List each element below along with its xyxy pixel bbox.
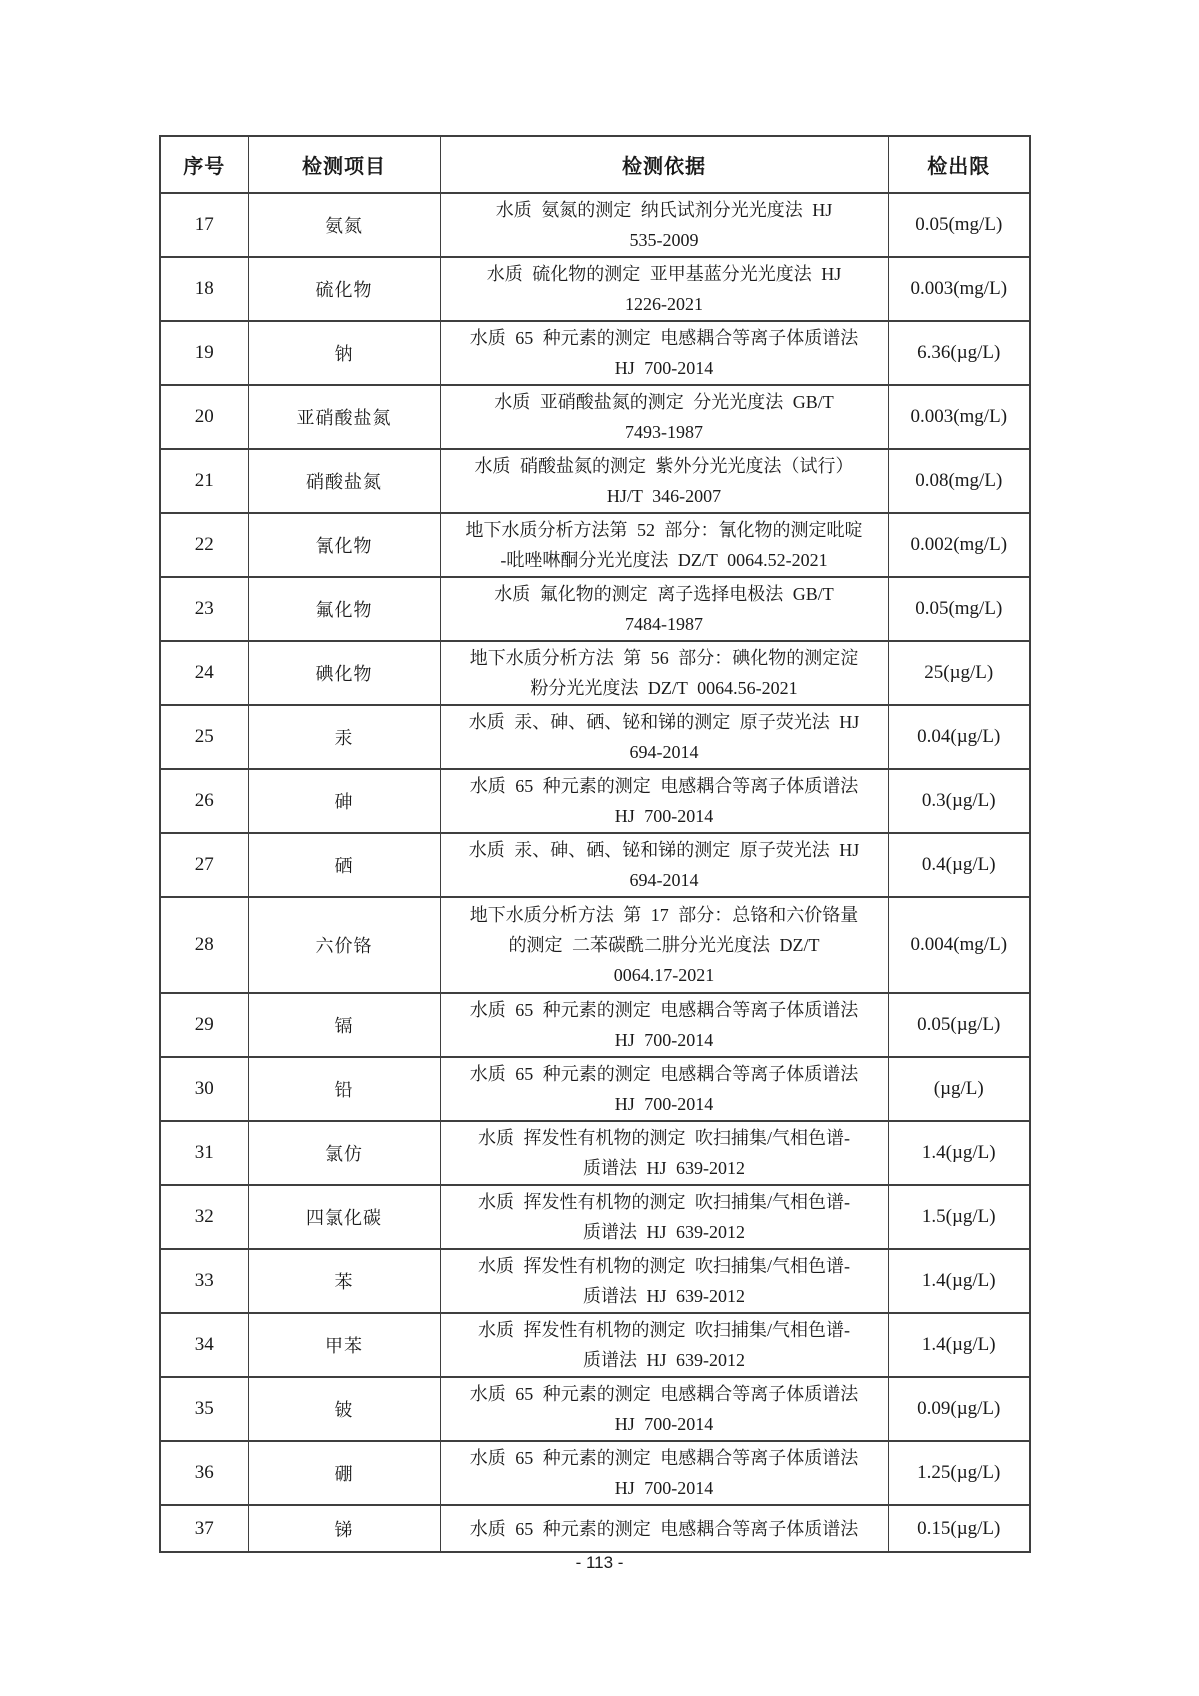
table-row (160, 1377, 1030, 1441)
detection-limit-cell: 0.05(µg/L) (888, 993, 1030, 1057)
method-line: 水质 挥发性有机物的测定 吹扫捕集/气相色谱- (478, 1320, 850, 1340)
method-line: 水质 硝酸盐氮的测定 紫外分光光度法（试行） (474, 456, 854, 476)
row-number-cell: 37 (160, 1505, 248, 1552)
test-item-cell: 钠 (248, 321, 440, 385)
table-row (160, 1185, 1030, 1249)
row-number-cell: 21 (160, 449, 248, 513)
row-number-cell: 25 (160, 705, 248, 769)
page-number: - 113 - (575, 1553, 624, 1572)
column-header-no: 序号 (160, 136, 248, 193)
test-basis-cell (440, 1185, 888, 1249)
method-line: 质谱法 HJ 639-2012 (583, 1222, 745, 1242)
row-number-cell: 19 (160, 321, 248, 385)
test-basis-cell (440, 513, 888, 577)
method-line: 水质 挥发性有机物的测定 吹扫捕集/气相色谱- (478, 1128, 850, 1148)
method-line: 质谱法 HJ 639-2012 (583, 1158, 745, 1178)
test-basis-cell (440, 705, 888, 769)
table-row (160, 705, 1030, 769)
table-row (160, 193, 1030, 257)
test-item-cell: 氯仿 (248, 1121, 440, 1185)
detection-limit-cell: 0.08(mg/L) (888, 449, 1030, 513)
row-number-cell: 31 (160, 1121, 248, 1185)
method-line: HJ 700-2014 (614, 1414, 714, 1434)
test-item-cell: 汞 (248, 705, 440, 769)
detection-limit-cell: 0.4(µg/L) (888, 833, 1030, 897)
test-item-cell: 碘化物 (248, 641, 440, 705)
method-line: 水质 65 种元素的测定 电感耦合等离子体质谱法 (469, 1384, 859, 1404)
detection-limit-cell: 0.15(µg/L) (888, 1505, 1030, 1552)
test-basis-cell (440, 833, 888, 897)
method-line: 地下水质分析方法 第 17 部分：总铬和六价铬量 (469, 905, 859, 925)
method-line: 水质 挥发性有机物的测定 吹扫捕集/气相色谱- (478, 1256, 850, 1276)
method-line: 质谱法 HJ 639-2012 (583, 1286, 745, 1306)
test-item-cell: 四氯化碳 (248, 1185, 440, 1249)
test-basis-cell (440, 193, 888, 257)
row-number-cell: 27 (160, 833, 248, 897)
detection-limit-cell: 0.002(mg/L) (888, 513, 1030, 577)
test-item-cell: 苯 (248, 1249, 440, 1313)
detection-limit-cell: 0.04(µg/L) (888, 705, 1030, 769)
method-line: 水质 硫化物的测定 亚甲基蓝分光光度法 HJ (486, 264, 842, 284)
detection-limit-cell: 1.5(µg/L) (888, 1185, 1030, 1249)
detection-limit-cell: 0.003(mg/L) (888, 257, 1030, 321)
detection-limit-cell: 1.4(µg/L) (888, 1249, 1030, 1313)
row-number-cell: 33 (160, 1249, 248, 1313)
test-item-cell: 砷 (248, 769, 440, 833)
row-number-cell: 20 (160, 385, 248, 449)
test-basis-cell (440, 1441, 888, 1505)
test-item-cell: 亚硝酸盐氮 (248, 385, 440, 449)
detection-limit-cell: 0.09(µg/L) (888, 1377, 1030, 1441)
test-item-cell: 锑 (248, 1505, 440, 1552)
test-basis-cell (440, 1505, 888, 1552)
method-line: 水质 汞、砷、硒、铋和锑的测定 原子荧光法 HJ (468, 712, 860, 732)
table-row (160, 513, 1030, 577)
method-line: HJ 700-2014 (614, 1030, 714, 1050)
test-item-cell: 硫化物 (248, 257, 440, 321)
table-row (160, 1441, 1030, 1505)
row-number-cell: 17 (160, 193, 248, 257)
table-row (160, 577, 1030, 641)
table-row (160, 1121, 1030, 1185)
test-basis-cell (440, 257, 888, 321)
test-basis-cell (440, 1121, 888, 1185)
table-row (160, 769, 1030, 833)
row-number-cell: 29 (160, 993, 248, 1057)
test-basis-cell (440, 1313, 888, 1377)
row-number-cell: 23 (160, 577, 248, 641)
row-number-cell: 24 (160, 641, 248, 705)
method-line: 的测定 二苯碳酰二肼分光光度法 DZ/T (508, 935, 820, 955)
detection-limit-cell: 1.4(µg/L) (888, 1313, 1030, 1377)
detection-limit-cell: 0.05(mg/L) (888, 577, 1030, 641)
row-number-cell: 18 (160, 257, 248, 321)
method-line: 水质 65 种元素的测定 电感耦合等离子体质谱法 (469, 1448, 859, 1468)
detection-limit-cell: 0.003(mg/L) (888, 385, 1030, 449)
test-item-cell: 硒 (248, 833, 440, 897)
test-item-cell: 硼 (248, 1441, 440, 1505)
test-basis-cell (440, 641, 888, 705)
method-line: 水质 氟化物的测定 离子选择电极法 GB/T (494, 584, 834, 604)
row-number-cell: 30 (160, 1057, 248, 1121)
row-number-cell: 22 (160, 513, 248, 577)
method-line: 535-2009 (629, 230, 699, 250)
test-item-cell: 硝酸盐氮 (248, 449, 440, 513)
table-row (160, 833, 1030, 897)
table-row (160, 993, 1030, 1057)
table-row (160, 449, 1030, 513)
table-row (160, 1505, 1030, 1552)
test-basis-cell (440, 993, 888, 1057)
detection-limit-cell: 0.05(mg/L) (888, 193, 1030, 257)
table-row (160, 1249, 1030, 1313)
test-item-cell: 氰化物 (248, 513, 440, 577)
test-basis-cell (440, 449, 888, 513)
table-row (160, 257, 1030, 321)
detection-limit-cell: 25(µg/L) (888, 641, 1030, 705)
test-basis-cell (440, 1249, 888, 1313)
test-item-cell: 镉 (248, 993, 440, 1057)
detection-limit-cell: 0.3(µg/L) (888, 769, 1030, 833)
table-row (160, 1057, 1030, 1121)
row-number-cell: 26 (160, 769, 248, 833)
method-line: 水质 65 种元素的测定 电感耦合等离子体质谱法 (469, 1064, 859, 1084)
header-row (160, 136, 1030, 193)
detection-limit-cell: 1.4(µg/L) (888, 1121, 1030, 1185)
test-basis-cell (440, 1377, 888, 1441)
method-line: 粉分光光度法 DZ/T 0064.56-2021 (530, 678, 798, 698)
table-row (160, 641, 1030, 705)
method-line: 水质 氨氮的测定 纳氏试剂分光光度法 HJ (495, 200, 833, 220)
test-basis-cell (440, 769, 888, 833)
method-line: 水质 汞、砷、硒、铋和锑的测定 原子荧光法 HJ (468, 840, 860, 860)
method-line: HJ/T 346-2007 (606, 486, 722, 506)
method-line: 水质 65 种元素的测定 电感耦合等离子体质谱法 (469, 1000, 859, 1020)
method-line: 水质 65 种元素的测定 电感耦合等离子体质谱法 (469, 776, 859, 796)
test-item-cell: 铅 (248, 1057, 440, 1121)
method-line: 水质 挥发性有机物的测定 吹扫捕集/气相色谱- (478, 1192, 850, 1212)
test-item-cell: 甲苯 (248, 1313, 440, 1377)
row-number-cell: 35 (160, 1377, 248, 1441)
method-line: HJ 700-2014 (614, 358, 714, 378)
method-line: 水质 亚硝酸盐氮的测定 分光光度法 GB/T (494, 392, 834, 412)
method-line: 1226-2021 (625, 294, 703, 314)
test-basis-cell (440, 897, 888, 993)
method-line: 694-2014 (629, 870, 699, 890)
test-basis-cell (440, 385, 888, 449)
detection-limit-cell: 0.004(mg/L) (888, 897, 1030, 993)
table-row (160, 321, 1030, 385)
detection-limit-cell: (µg/L) (888, 1057, 1030, 1121)
table-row (160, 385, 1030, 449)
method-line: HJ 700-2014 (614, 1094, 714, 1114)
method-line: 7493-1987 (625, 422, 703, 442)
table-row (160, 897, 1030, 993)
row-number-cell: 36 (160, 1441, 248, 1505)
method-line: -吡唑啉酮分光光度法 DZ/T 0064.52-2021 (500, 550, 828, 570)
row-number-cell: 34 (160, 1313, 248, 1377)
method-line: 水质 65 种元素的测定 电感耦合等离子体质谱法 (469, 328, 859, 348)
column-header-method: 检测依据 (440, 136, 888, 193)
test-item-cell: 氟化物 (248, 577, 440, 641)
method-line: 地下水质分析方法第 52 部分：氰化物的测定吡啶 (465, 520, 863, 540)
method-line: HJ 700-2014 (614, 806, 714, 826)
test-item-cell: 铍 (248, 1377, 440, 1441)
test-basis-cell (440, 1057, 888, 1121)
method-line: 地下水质分析方法 第 56 部分：碘化物的测定淀 (469, 648, 859, 668)
test-item-cell: 六价铬 (248, 897, 440, 993)
method-line: HJ 700-2014 (614, 1478, 714, 1498)
method-line: 0064.17-2021 (613, 965, 715, 985)
detection-limit-cell: 1.25(µg/L) (888, 1441, 1030, 1505)
method-line: 7484-1987 (625, 614, 703, 634)
test-item-cell: 氨氮 (248, 193, 440, 257)
test-basis-cell (440, 577, 888, 641)
column-header-item: 检测项目 (248, 136, 440, 193)
detection-table (159, 135, 1031, 1553)
method-line: 水质 65 种元素的测定 电感耦合等离子体质谱法 (469, 1518, 859, 1539)
method-line: 质谱法 HJ 639-2012 (583, 1350, 745, 1370)
method-line: 694-2014 (629, 742, 699, 762)
row-number-cell: 28 (160, 897, 248, 993)
column-header-limit: 检出限 (888, 136, 1030, 193)
test-basis-cell (440, 321, 888, 385)
table-body (160, 193, 1030, 1552)
row-number-cell: 32 (160, 1185, 248, 1249)
detection-limit-cell: 6.36(µg/L) (888, 321, 1030, 385)
table-row (160, 1313, 1030, 1377)
